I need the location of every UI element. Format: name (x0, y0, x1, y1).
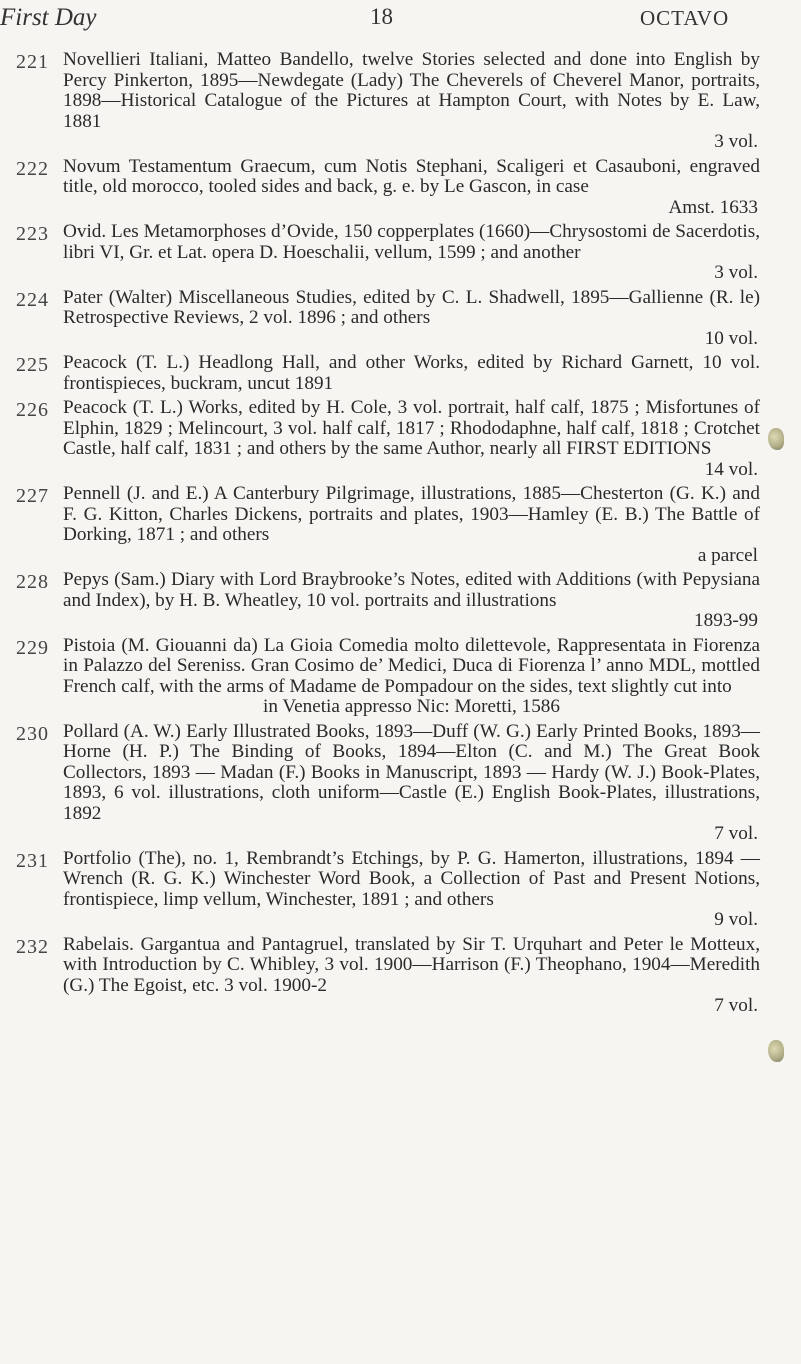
lot-quantity: 10 vol. (704, 327, 758, 349)
lot-entry-225 (0, 353, 760, 394)
lot-entry-229 (0, 636, 760, 718)
lot-entry-223 (0, 222, 760, 284)
lot-quantity: 7 vol. (714, 823, 758, 844)
lot-number: 222 (16, 157, 49, 180)
lot-description: Peacock (T. L.) Headlong Hall, and other Works, edited by Richard Garnett, 10 vol. frontispieces, buckram, uncut 1891 (63, 352, 760, 394)
lot-list (0, 50, 760, 1021)
lot-description: Portfolio (The), no. 1, Rembrandt’s Etchings, by P. G. Hamerton, illustrations, 1894 — Wrench (R. G. K.) Winchester Word Book, a Collection of Past and Present Notions, frontispiece, limp vellum, Winchester, 1891 ; and others 9 vol. (63, 847, 760, 930)
page-header (0, 0, 801, 40)
lot-quantity: 14 vol. (704, 458, 758, 480)
lot-quantity: a parcel (697, 544, 758, 566)
lot-number: 224 (16, 288, 49, 311)
lot-quantity: 9 vol. (714, 909, 758, 930)
lot-number: 228 (16, 571, 49, 593)
lot-number: 232 (16, 935, 49, 958)
lot-number: 229 (16, 636, 49, 659)
lot-number: 230 (16, 722, 49, 745)
lot-description: Pistoia (M. Giouanni da) La Gioia Comedia molto dilettevole, Rappresentata in Fiorenza in Palazzo del Sereniss. Gran Cosimo de’ Medici, Duca di Fiorenza l’ anno MDL, mottled French calf, with the arms of Madame de Pompadour on the sides, text slightly cut into in Venetia appresso Nic: Moretti, 1586 (63, 634, 760, 717)
lot-number: 227 (16, 485, 49, 507)
lot-imprint: Amst. 1633 (668, 196, 758, 218)
header-day: First Day (0, 4, 97, 31)
lot-entry-230 (0, 722, 760, 845)
lot-entry-228 (0, 570, 760, 632)
lot-entry-224 (0, 288, 760, 350)
lot-entry-221 (0, 50, 760, 153)
page-number: 18 (370, 4, 393, 29)
pressed-leaf-mark (768, 1040, 784, 1062)
lot-description: Novum Testamentum Graecum, cum Notis Stephani, Scaligeri et Casauboni, engraved title, old morocco, tooled sides and back, g. e. by Le Gascon, in case Amst. 1633 (63, 155, 760, 218)
lot-description: Novellieri Italiani, Matteo Bandello, twelve Stories selected and done into English by Percy Pinkerton, 1895—Newdegate (Lady) The Cheverels of Cheverel Manor, portraits, 1898—Historical Catalogue of the Pictures at Hampton Court, with Notes by E. Law, 1881 3 vol. (63, 49, 760, 152)
pressed-leaf-mark (768, 428, 784, 450)
lot-entry-232 (0, 935, 760, 1017)
lot-imprint: in Venetia appresso Nic: Moretti, 1586 (263, 696, 560, 717)
lot-quantity: 7 vol. (714, 995, 758, 1016)
lot-number: 226 (16, 399, 49, 421)
lot-description: Pepys (Sam.) Diary with Lord Braybrooke’s Notes, edited with Additions (with Pepysiana and Index), by H. B. Wheatley, 10 vol. portraits and illustrations 1893-99 (63, 569, 760, 631)
header-section: OCTAVO (640, 6, 730, 30)
lot-entry-231 (0, 849, 760, 931)
lot-description: Pater (Walter) Miscellaneous Studies, edited by C. L. Shadwell, 1895—Gallienne (R. le) Retrospective Reviews, 2 vol. 1896 ; and others 10 vol. (63, 286, 760, 349)
lot-description: Pennell (J. and E.) A Canterbury Pilgrimage, illustrations, 1885—Chesterton (G. K.) and F. G. Kitton, Charles Dickens, portraits and plates, 1903—Hamley (E. B.) The Battle of Dorking, 1871 ; and others a parcel (63, 483, 760, 566)
lot-date: 1893-99 (694, 610, 758, 631)
lot-number: 221 (16, 51, 49, 73)
lot-number: 223 (16, 223, 49, 245)
lot-description: Rabelais. Gargantua and Pantagruel, translated by Sir T. Urquhart and Peter le Motteux, with Introduction by C. Whibley, 3 vol. 1900—Harrison (F.) Theophano, 1904—Meredith (G.) The Egoist, etc. 3 vol. 1900-2 7 vol. (63, 933, 760, 1016)
lot-number: 225 (16, 354, 49, 376)
lot-description: Ovid. Les Metamorphoses d’Ovide, 150 copperplates (1660)—Chrysostomi de Sacerdotis, libri VI, Gr. et Lat. opera D. Hoeschalii, vellum, 1599 ; and another 3 vol. (63, 221, 760, 283)
lot-description: Pollard (A. W.) Early Illustrated Books, 1893—Duff (W. G.) Early Printed Books, 1893—Horne (H. P.) The Binding of Books, 1894—Elton (C. and M.) The Great Book Collectors, 1893 — Madan (F.) Books in Manuscript, 1893 — Hardy (W. J.) Book-Plates, 1893, 6 vol. illustrations, cloth uniform—Castle (E.) English Book-Plates, illustrations, 1892 7 vol. (63, 720, 760, 844)
lot-quantity: 3 vol. (714, 262, 758, 283)
lot-description: Peacock (T. L.) Works, edited by H. Cole, 3 vol. portrait, half calf, 1875 ; Misfortunes of Elphin, 1829 ; Melincourt, 3 vol. half calf, 1817 ; Rhododaphne, half calf, 1818 ; Crotchet Castle, half calf, 1831 ; and others by the same Author, nearly all FIRST EDITIONS 14 vol. (63, 397, 760, 480)
lot-number: 231 (16, 849, 49, 872)
lot-entry-227 (0, 484, 760, 566)
lot-entry-226 (0, 398, 760, 480)
lot-quantity: 3 vol. (714, 131, 758, 152)
lot-entry-222 (0, 157, 760, 219)
